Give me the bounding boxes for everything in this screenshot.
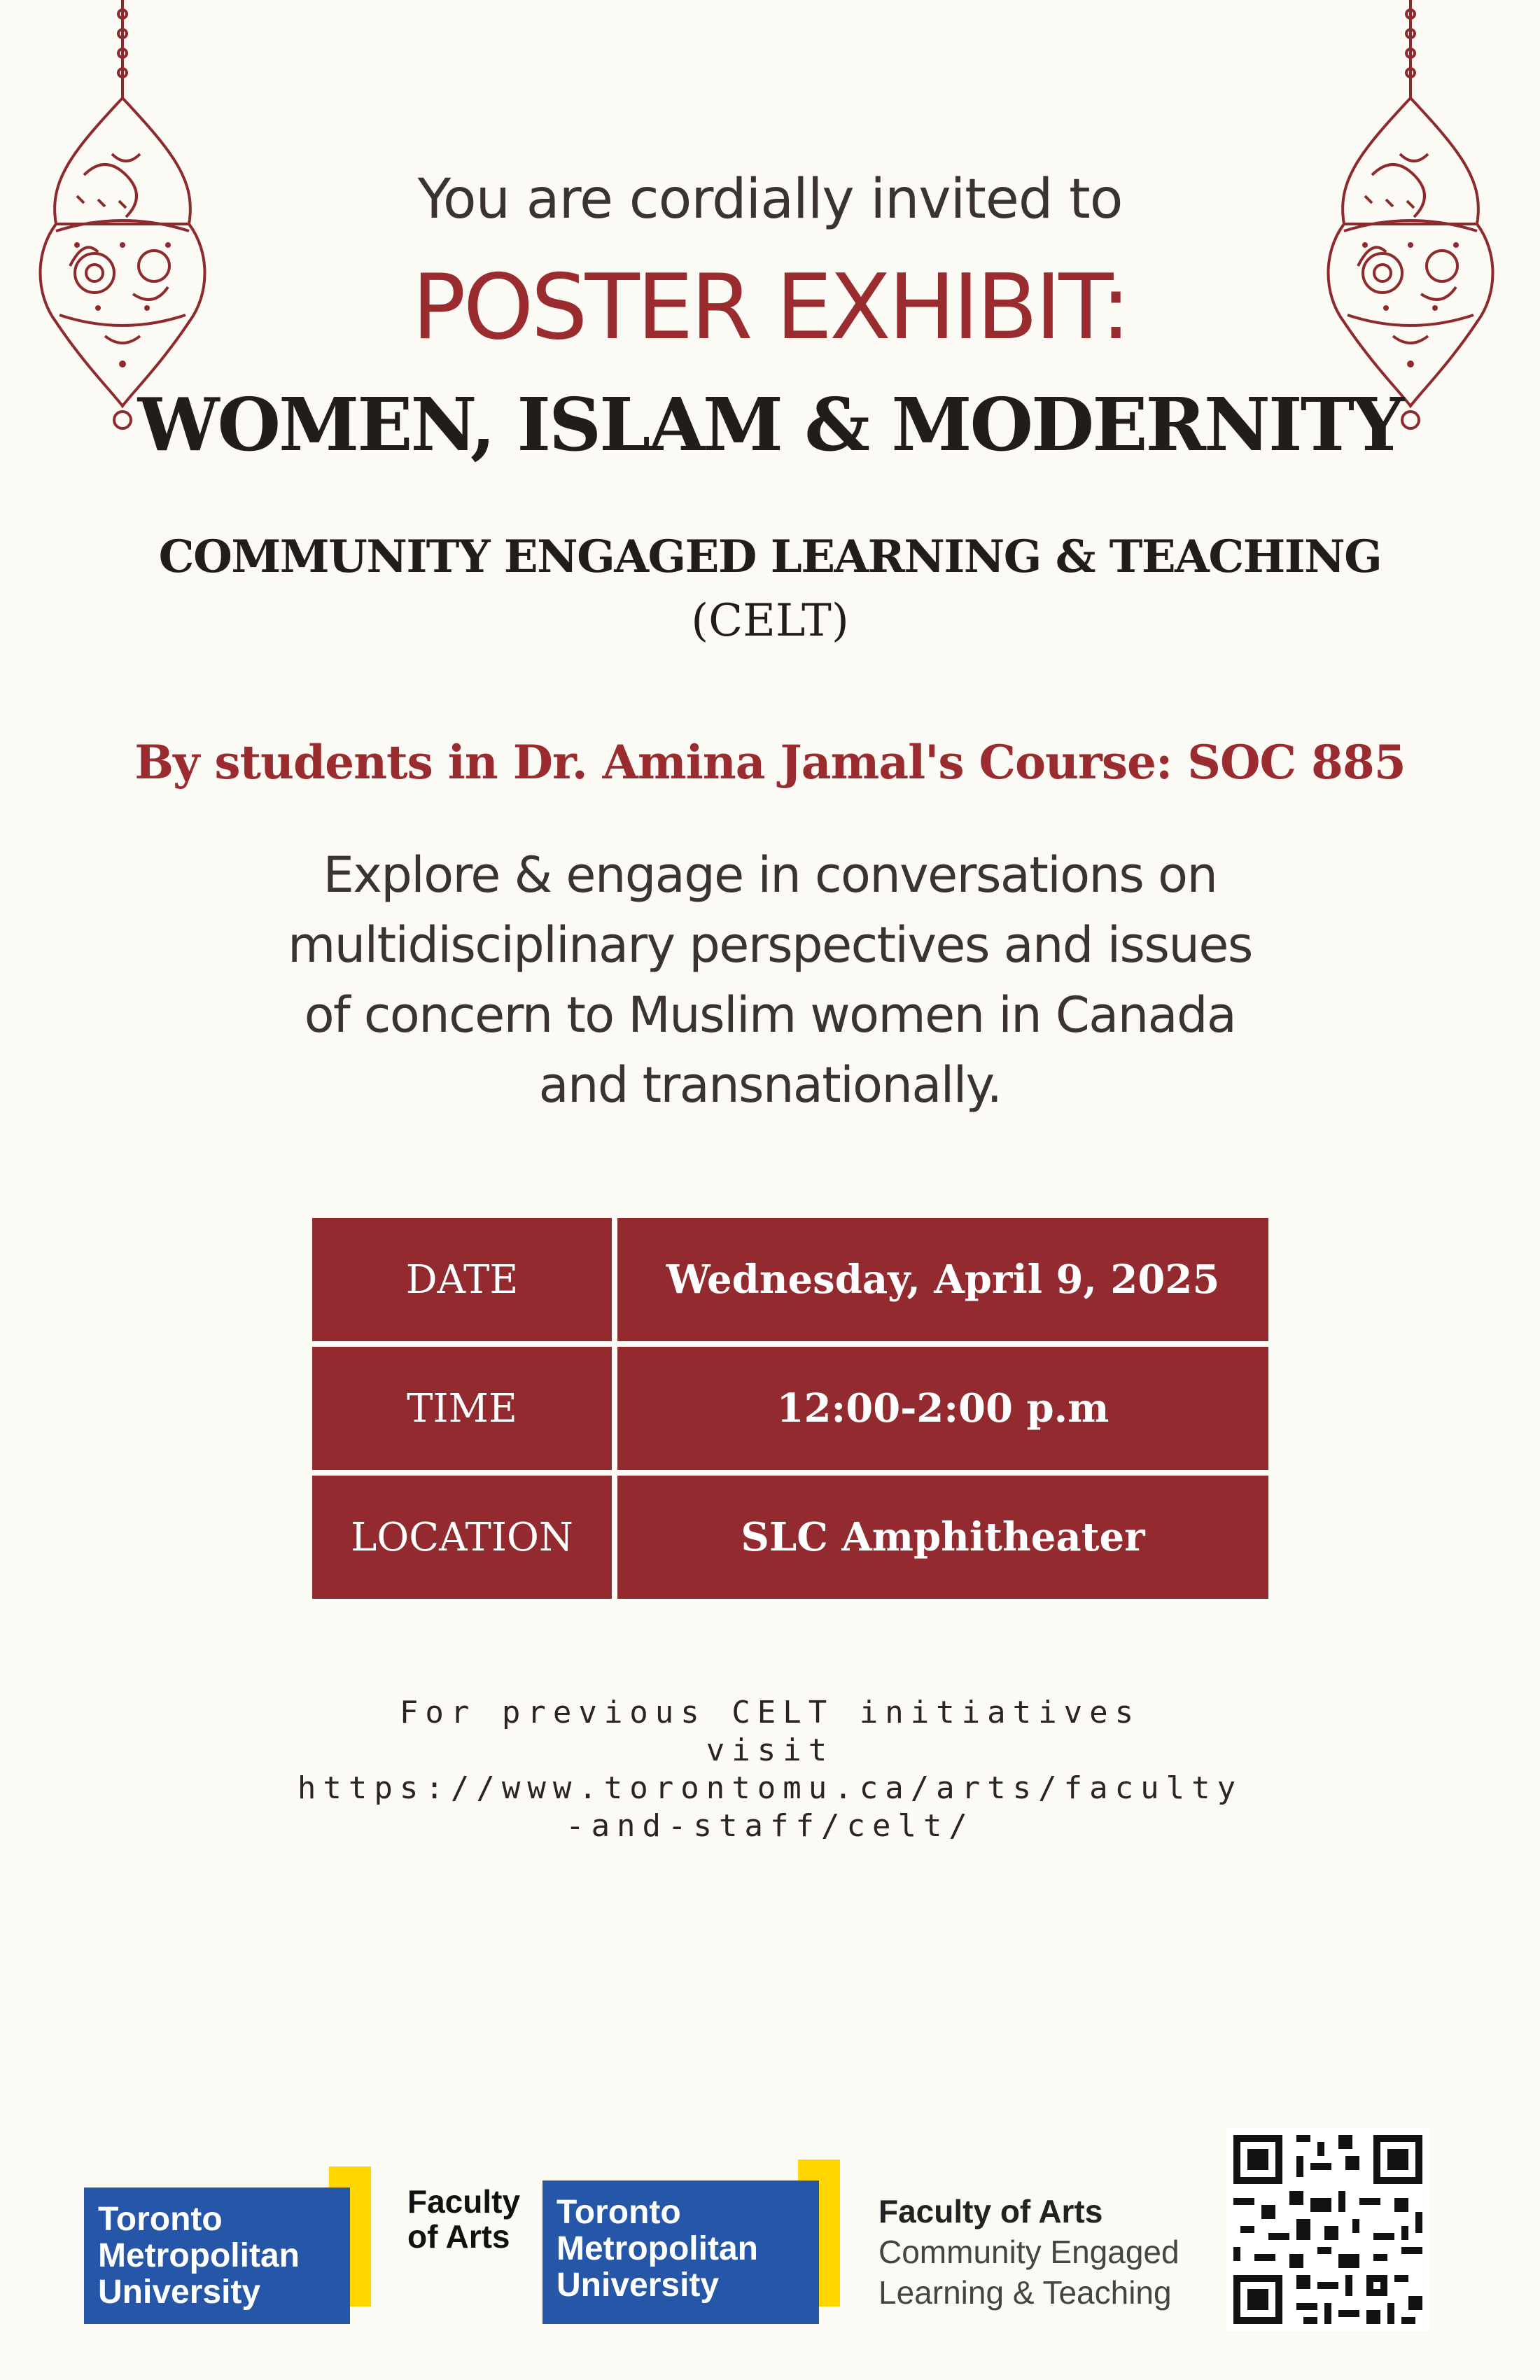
invite-line: You are cordially invited to [417, 168, 1123, 231]
logo-accent [329, 2166, 371, 2188]
description-line: Explore & engage in conversations on [323, 846, 1217, 904]
logo-accent [350, 2166, 371, 2306]
logo-wordmark: Toronto Metropolitan University [542, 2180, 819, 2324]
location-label: LOCATION [312, 1476, 612, 1599]
event-type-title: POSTER EXHIBIT: [412, 255, 1128, 360]
event-details-table [307, 1212, 1274, 1604]
logo-accent [819, 2160, 840, 2306]
footer-note-line: visit [706, 1732, 834, 1768]
description-line: and transnationally. [538, 1056, 1002, 1114]
tmu-logo [84, 2166, 371, 2324]
celt-url-link[interactable]: https://www.torontomu.ca/arts/faculty [297, 1770, 1243, 1806]
date-value: Wednesday, April 9, 2025 [617, 1218, 1268, 1341]
program-acronym: (CELT) [691, 595, 849, 647]
byline: By students in Dr. Amina Jamal's Course: SOC 885 [134, 735, 1406, 790]
description-line: multidisciplinary perspectives and issues [288, 916, 1252, 974]
footer-note [0, 1694, 1540, 1845]
logo-accent [798, 2160, 840, 2180]
tmu-logo [542, 2160, 840, 2324]
time-label: TIME [312, 1347, 612, 1470]
date-label: DATE [312, 1218, 612, 1341]
table-row [312, 1347, 1268, 1470]
faculty-of-arts-label: Faculty of Arts [407, 2183, 521, 2255]
exhibit-subject: WOMEN, ISLAM & MODERNITY [137, 382, 1403, 468]
table-row [312, 1218, 1268, 1341]
table-row [312, 1476, 1268, 1599]
qr-code-icon[interactable] [1226, 2128, 1429, 2331]
celt-wordmark: Faculty of Arts Community Engaged Learning & Teaching [878, 2193, 1180, 2311]
location-value: SLC Amphitheater [617, 1476, 1268, 1599]
footer-note-line: For previous CELT initiatives [399, 1695, 1141, 1730]
description-line: of concern to Muslim women in Canada [304, 986, 1236, 1044]
time-value: 12:00-2:00 p.m [617, 1347, 1268, 1470]
celt-url-link[interactable]: -and-staff/celt/ [566, 1808, 974, 1844]
program-name: COMMUNITY ENGAGED LEARNING & TEACHING [158, 531, 1382, 583]
logo-wordmark: Toronto Metropolitan University [84, 2188, 350, 2324]
description [0, 840, 1540, 1120]
